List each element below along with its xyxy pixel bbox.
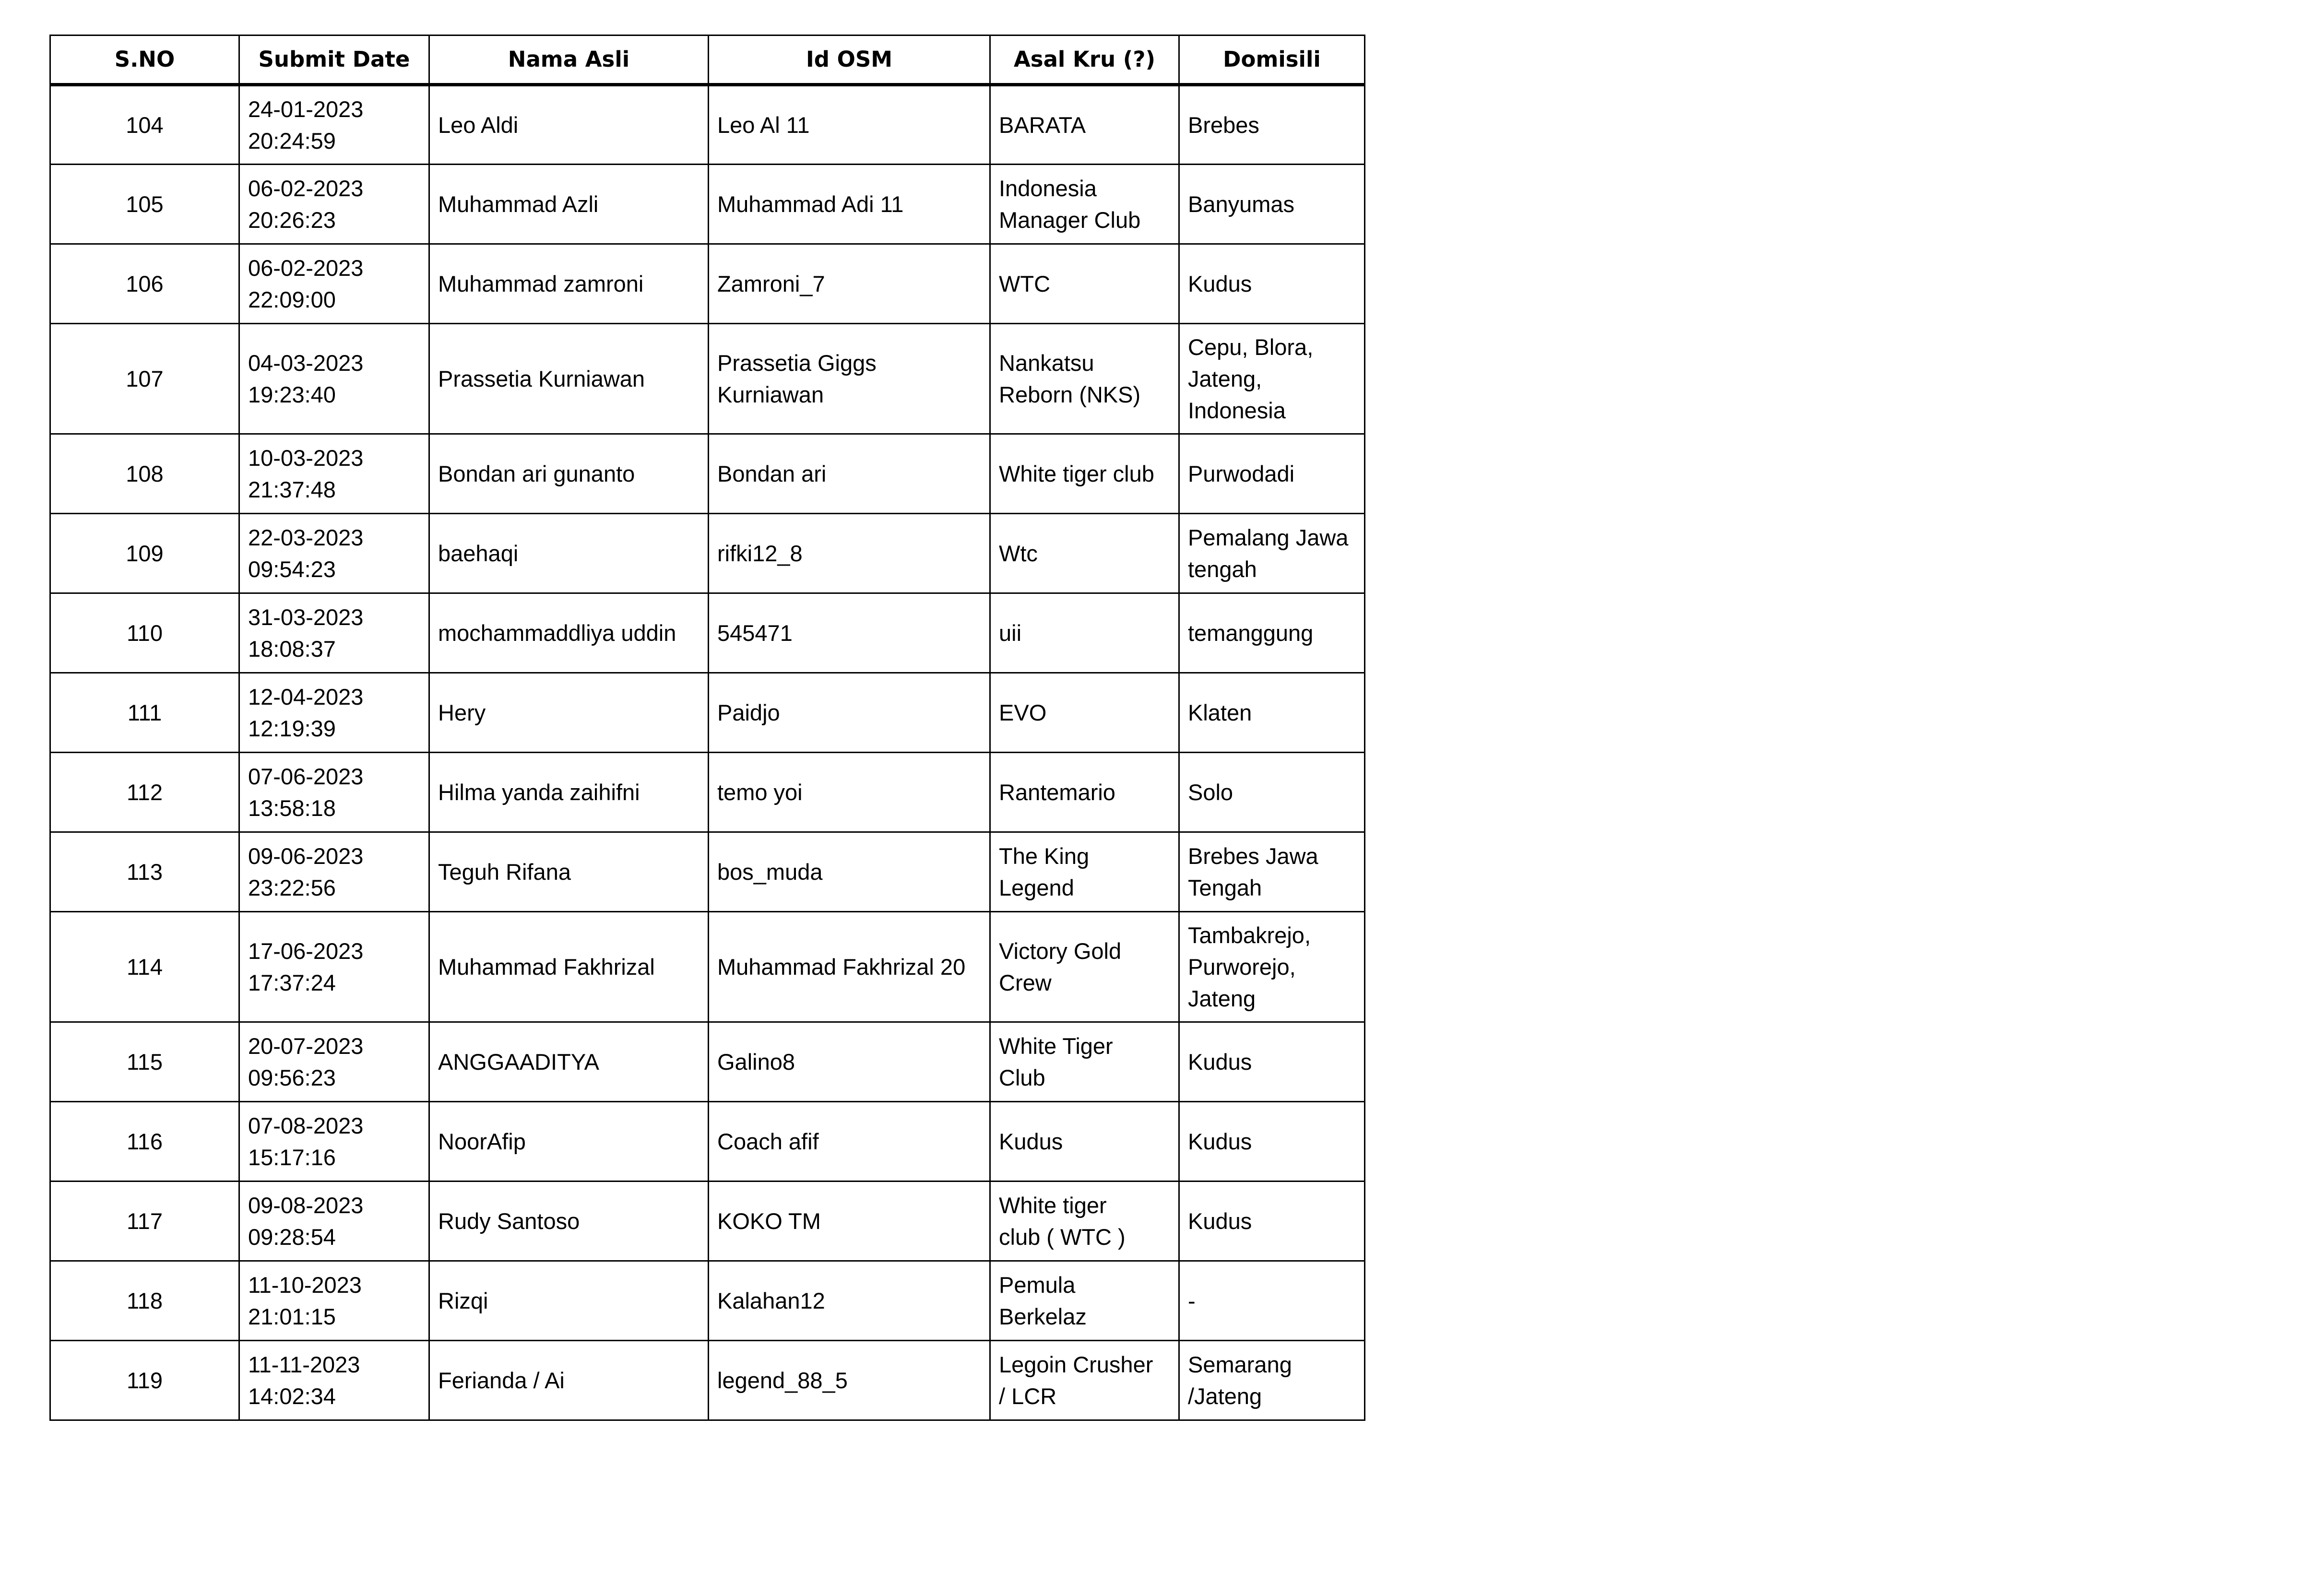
cell-id-osm-line: Kurniawan [717, 381, 824, 407]
cell-domisili-line: Brebes [1188, 112, 1259, 138]
cell-asal-kru [990, 165, 1179, 244]
cell-submit-date-line: 12:19:39 [248, 715, 336, 741]
cell-submit-date-line: 07-06-2023 [248, 763, 364, 789]
cell-asal-kru-line: Nankatsu [999, 350, 1094, 376]
cell-domisili-line: Cepu, Blora, [1188, 334, 1314, 360]
cell-submit-date-line: 07-08-2023 [248, 1112, 364, 1138]
cell-id-osm-line: bos_muda [717, 859, 823, 885]
cell-sno: 115 [50, 1022, 239, 1102]
cell-submit-date-line: 09-06-2023 [248, 843, 364, 869]
table-row [50, 434, 1365, 514]
cell-domisili [1179, 912, 1365, 1022]
table-row [50, 165, 1365, 244]
column-header-id-osm: Id OSM [709, 35, 990, 85]
column-header-nama-asli: Nama Asli [429, 35, 709, 85]
cell-sno: 106 [50, 244, 239, 324]
cell-submit-date [239, 1181, 429, 1261]
cell-submit-date-line: 09:54:23 [248, 556, 336, 582]
cell-submit-date-line: 11-10-2023 [248, 1272, 362, 1298]
table-row [50, 912, 1365, 1022]
cell-asal-kru-line: WTC [999, 271, 1051, 296]
cell-submit-date-line: 31-03-2023 [248, 604, 364, 630]
table-row [50, 244, 1365, 324]
cell-id-osm-line: KOKO TM [717, 1208, 821, 1234]
cell-domisili [1179, 593, 1365, 673]
cell-asal-kru [990, 673, 1179, 753]
cell-id-osm-line: Muhammad Adi 11 [717, 191, 904, 217]
cell-submit-date-line: 21:37:48 [248, 476, 336, 502]
cell-id-osm-line: Prassetia Giggs [717, 350, 877, 376]
cell-nama-asli-line: Muhammad Azli [438, 191, 599, 217]
cell-nama-asli [429, 434, 709, 514]
cell-asal-kru [990, 593, 1179, 673]
cell-id-osm-line: temo yoi [717, 779, 803, 805]
cell-submit-date-line: 09-08-2023 [248, 1192, 364, 1218]
cell-submit-date [239, 1102, 429, 1181]
cell-domisili-line: Purworejo, [1188, 954, 1296, 980]
cell-nama-asli-line: ANGGAADITYA [438, 1049, 600, 1075]
table-row [50, 1102, 1365, 1181]
cell-submit-date-line: 17:37:24 [248, 969, 336, 995]
cell-submit-date [239, 1261, 429, 1341]
cell-asal-kru [990, 1102, 1179, 1181]
table-row [50, 593, 1365, 673]
cell-domisili [1179, 85, 1365, 165]
cell-nama-asli [429, 673, 709, 753]
cell-asal-kru-line: Legoin Crusher [999, 1351, 1153, 1377]
cell-asal-kru-line: / LCR [999, 1383, 1057, 1409]
cell-sno: 118 [50, 1261, 239, 1341]
cell-submit-date-line: 09:56:23 [248, 1064, 336, 1090]
cell-id-osm [709, 753, 990, 832]
cell-asal-kru-line: Crew [999, 969, 1052, 995]
cell-asal-kru-line: Wtc [999, 540, 1038, 566]
cell-id-osm [709, 832, 990, 912]
cell-domisili-line: Kudus [1188, 1128, 1252, 1154]
cell-domisili [1179, 1341, 1365, 1420]
cell-domisili [1179, 1022, 1365, 1102]
cell-id-osm [709, 912, 990, 1022]
cell-nama-asli [429, 1102, 709, 1181]
cell-submit-date [239, 912, 429, 1022]
cell-domisili [1179, 434, 1365, 514]
cell-domisili-line: Indonesia [1188, 397, 1286, 423]
cell-asal-kru [990, 753, 1179, 832]
cell-nama-asli [429, 753, 709, 832]
cell-submit-date [239, 85, 429, 165]
cell-submit-date-line: 11-11-2023 [248, 1351, 360, 1377]
cell-submit-date-line: 06-02-2023 [248, 175, 364, 201]
cell-nama-asli [429, 165, 709, 244]
table-row [50, 1261, 1365, 1341]
cell-domisili-line: tengah [1188, 556, 1257, 582]
column-header-sno: S.NO [50, 35, 239, 85]
cell-sno: 111 [50, 673, 239, 753]
cell-nama-asli [429, 1261, 709, 1341]
cell-nama-asli-line: Muhammad zamroni [438, 271, 644, 296]
cell-submit-date [239, 1022, 429, 1102]
cell-domisili [1179, 165, 1365, 244]
cell-domisili [1179, 514, 1365, 593]
cell-id-osm-line: Galino8 [717, 1049, 795, 1075]
cell-id-osm [709, 1181, 990, 1261]
cell-nama-asli-line: NoorAfip [438, 1128, 526, 1154]
cell-asal-kru [990, 324, 1179, 434]
table-row [50, 673, 1365, 753]
cell-id-osm-line: Kalahan12 [717, 1288, 825, 1313]
cell-submit-date [239, 514, 429, 593]
cell-submit-date-line: 14:02:34 [248, 1383, 336, 1409]
column-header-domisili: Domisili [1179, 35, 1365, 85]
cell-asal-kru-line: Pemula [999, 1272, 1076, 1298]
cell-id-osm-line: Zamroni_7 [717, 271, 825, 296]
cell-nama-asli [429, 1181, 709, 1261]
cell-id-osm-line: legend_88_5 [717, 1367, 848, 1393]
cell-domisili [1179, 324, 1365, 434]
cell-domisili-line: Tengah [1188, 874, 1262, 900]
cell-submit-date-line: 09:28:54 [248, 1224, 336, 1250]
cell-asal-kru [990, 912, 1179, 1022]
cell-submit-date [239, 832, 429, 912]
cell-id-osm [709, 434, 990, 514]
cell-domisili-line: Solo [1188, 779, 1233, 805]
cell-domisili-line: Kudus [1188, 271, 1252, 296]
cell-submit-date-line: 17-06-2023 [248, 938, 364, 964]
cell-sno: 119 [50, 1341, 239, 1420]
cell-submit-date-line: 20:24:59 [248, 128, 336, 154]
cell-id-osm [709, 1102, 990, 1181]
cell-asal-kru [990, 244, 1179, 324]
cell-nama-asli-line: Rudy Santoso [438, 1208, 580, 1234]
cell-nama-asli [429, 244, 709, 324]
cell-id-osm [709, 244, 990, 324]
cell-nama-asli-line: Teguh Rifana [438, 859, 571, 885]
column-header-asal-kru: Asal Kru (?) [990, 35, 1179, 85]
cell-sno: 109 [50, 514, 239, 593]
cell-id-osm-line: 545471 [717, 620, 793, 646]
cell-asal-kru [990, 85, 1179, 165]
cell-submit-date-line: 22-03-2023 [248, 524, 364, 550]
cell-id-osm [709, 324, 990, 434]
table-body [50, 85, 1365, 1420]
cell-sno: 104 [50, 85, 239, 165]
cell-domisili-line: temanggung [1188, 620, 1314, 646]
cell-asal-kru-line: BARATA [999, 112, 1086, 138]
cell-domisili-line: /Jateng [1188, 1383, 1262, 1409]
cell-nama-asli-line: baehaqi [438, 540, 519, 566]
table-row [50, 324, 1365, 434]
cell-submit-date [239, 244, 429, 324]
cell-domisili-line: Banyumas [1188, 191, 1295, 217]
cell-nama-asli-line: mochammaddliya uddin [438, 620, 676, 646]
cell-submit-date [239, 753, 429, 832]
cell-domisili [1179, 244, 1365, 324]
cell-id-osm [709, 514, 990, 593]
cell-id-osm-line: Paidjo [717, 699, 780, 725]
cell-domisili [1179, 832, 1365, 912]
cell-asal-kru-line: Rantemario [999, 779, 1115, 805]
cell-submit-date-line: 23:22:56 [248, 874, 336, 900]
cell-nama-asli [429, 1022, 709, 1102]
cell-submit-date-line: 18:08:37 [248, 636, 336, 662]
cell-sno: 117 [50, 1181, 239, 1261]
cell-asal-kru [990, 832, 1179, 912]
cell-domisili-line: Purwodadi [1188, 461, 1295, 486]
cell-sno: 116 [50, 1102, 239, 1181]
cell-id-osm-line: Coach afif [717, 1128, 819, 1154]
cell-id-osm [709, 673, 990, 753]
cell-nama-asli-line: Rizqi [438, 1288, 488, 1313]
cell-asal-kru [990, 1022, 1179, 1102]
cell-asal-kru [990, 1261, 1179, 1341]
cell-nama-asli [429, 912, 709, 1022]
cell-domisili-line: Kudus [1188, 1049, 1252, 1075]
cell-submit-date [239, 593, 429, 673]
cell-sno: 107 [50, 324, 239, 434]
cell-asal-kru-line: Club [999, 1064, 1045, 1090]
cell-asal-kru-line: White tiger [999, 1192, 1107, 1218]
cell-submit-date-line: 22:09:00 [248, 286, 336, 312]
table-row [50, 832, 1365, 912]
cell-submit-date-line: 15:17:16 [248, 1144, 336, 1170]
cell-sno: 113 [50, 832, 239, 912]
cell-domisili [1179, 673, 1365, 753]
cell-id-osm-line: Leo Al 11 [717, 112, 810, 138]
cell-domisili-line: - [1188, 1288, 1196, 1313]
cell-domisili-line: Jateng, [1188, 366, 1262, 391]
cell-nama-asli-line: Ferianda / Ai [438, 1367, 565, 1393]
cell-asal-kru-line: Manager Club [999, 207, 1141, 233]
cell-asal-kru-line: club ( WTC ) [999, 1224, 1126, 1250]
cell-nama-asli [429, 1341, 709, 1420]
cell-submit-date [239, 434, 429, 514]
cell-id-osm [709, 1022, 990, 1102]
cell-id-osm [709, 85, 990, 165]
cell-nama-asli-line: Muhammad Fakhrizal [438, 954, 655, 980]
table-row [50, 753, 1365, 832]
cell-asal-kru-line: Berkelaz [999, 1303, 1087, 1329]
cell-domisili-line: Kudus [1188, 1208, 1252, 1234]
cell-nama-asli [429, 85, 709, 165]
cell-id-osm [709, 593, 990, 673]
cell-asal-kru [990, 1181, 1179, 1261]
cell-submit-date-line: 21:01:15 [248, 1303, 336, 1329]
table-row [50, 1022, 1365, 1102]
cell-asal-kru-line: The King [999, 843, 1090, 869]
cell-nama-asli [429, 514, 709, 593]
cell-nama-asli-line: Hery [438, 699, 486, 725]
cell-id-osm [709, 1261, 990, 1341]
cell-sno: 112 [50, 753, 239, 832]
cell-submit-date-line: 13:58:18 [248, 795, 336, 821]
cell-asal-kru-line: Indonesia [999, 175, 1097, 201]
cell-submit-date-line: 06-02-2023 [248, 255, 364, 281]
cell-submit-date [239, 165, 429, 244]
column-header-submit-date: Submit Date [239, 35, 429, 85]
table-row [50, 1341, 1365, 1420]
cell-domisili-line: Tambakrejo, [1188, 922, 1311, 948]
cell-asal-kru [990, 434, 1179, 514]
cell-asal-kru-line: Legend [999, 874, 1074, 900]
cell-domisili-line: Brebes Jawa [1188, 843, 1318, 869]
cell-id-osm [709, 165, 990, 244]
cell-id-osm [709, 1341, 990, 1420]
cell-nama-asli-line: Bondan ari gunanto [438, 461, 635, 486]
cell-domisili-line: Pemalang Jawa [1188, 524, 1349, 550]
cell-asal-kru-line: EVO [999, 699, 1047, 725]
cell-nama-asli-line: Hilma yanda zaihifni [438, 779, 640, 805]
cell-submit-date-line: 20:26:23 [248, 207, 336, 233]
cell-domisili [1179, 1102, 1365, 1181]
cell-submit-date [239, 324, 429, 434]
cell-asal-kru-line: Reborn (NKS) [999, 381, 1141, 407]
cell-submit-date [239, 1341, 429, 1420]
cell-sno: 108 [50, 434, 239, 514]
cell-asal-kru-line: White tiger club [999, 461, 1154, 486]
cell-submit-date [239, 673, 429, 753]
cell-sno: 105 [50, 165, 239, 244]
cell-id-osm-line: Bondan ari [717, 461, 827, 486]
cell-asal-kru-line: Victory Gold [999, 938, 1122, 964]
cell-sno: 110 [50, 593, 239, 673]
cell-asal-kru [990, 514, 1179, 593]
cell-submit-date-line: 12-04-2023 [248, 684, 364, 709]
data-table [49, 35, 1365, 1421]
table-row [50, 1181, 1365, 1261]
cell-nama-asli-line: Leo Aldi [438, 112, 519, 138]
cell-domisili-line: Jateng [1188, 985, 1256, 1011]
cell-domisili [1179, 753, 1365, 832]
cell-submit-date-line: 19:23:40 [248, 381, 336, 407]
cell-nama-asli-line: Prassetia Kurniawan [438, 366, 645, 391]
cell-submit-date-line: 20-07-2023 [248, 1033, 364, 1059]
cell-submit-date-line: 04-03-2023 [248, 350, 364, 376]
cell-asal-kru-line: uii [999, 620, 1022, 646]
cell-domisili-line: Klaten [1188, 699, 1252, 725]
cell-nama-asli [429, 324, 709, 434]
cell-domisili [1179, 1261, 1365, 1341]
cell-sno: 114 [50, 912, 239, 1022]
cell-domisili [1179, 1181, 1365, 1261]
cell-asal-kru [990, 1341, 1179, 1420]
cell-submit-date-line: 24-01-2023 [248, 96, 364, 122]
table-row [50, 85, 1365, 165]
cell-domisili-line: Semarang [1188, 1351, 1292, 1377]
cell-nama-asli [429, 593, 709, 673]
cell-asal-kru-line: White Tiger [999, 1033, 1113, 1059]
cell-asal-kru-line: Kudus [999, 1128, 1063, 1154]
cell-id-osm-line: rifki12_8 [717, 540, 803, 566]
header-row [50, 35, 1365, 85]
cell-nama-asli [429, 832, 709, 912]
cell-submit-date-line: 10-03-2023 [248, 445, 364, 471]
cell-id-osm-line: Muhammad Fakhrizal 20 [717, 954, 966, 980]
table-row [50, 514, 1365, 593]
